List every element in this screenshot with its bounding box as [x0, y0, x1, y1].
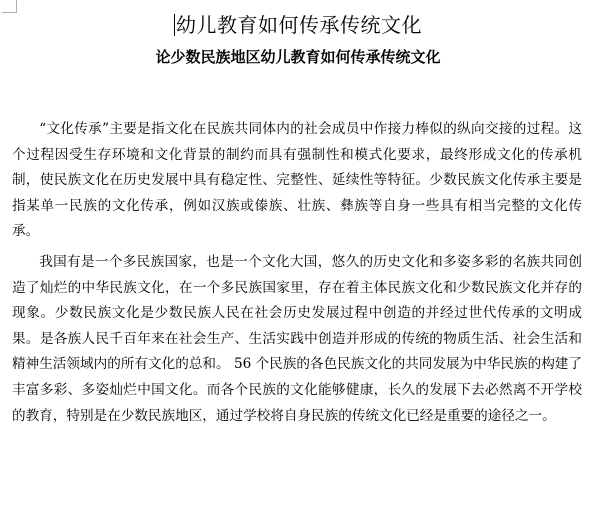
document-title-line: [0, 9, 596, 38]
paragraph-cultural-inheritance[interactable]: “文化传承”主要是指文化在民族共同体内的社会成员中作接力棒似的纵向交接的过程。这个过程因受生存环境和文化背景的制约而具有强制性和模式化要求，最终形成文化的传承机制，使民族文化在历史发展中具有稳定性、完整性、延续性等特征。少数民族文化传承主要是指某单一民族的文化传承，例如汉族或傣族、壮族、彝族等自身一些具有相当完整的文化传承。: [12, 121, 582, 240]
document-body: [12, 117, 582, 434]
document-title[interactable]: 幼儿教育如何传承传统文化: [176, 13, 422, 37]
text-cursor: [174, 14, 175, 36]
document-subtitle[interactable]: 论少数民族地区幼儿教育如何传承传统文化: [155, 48, 441, 66]
paragraph-multi-ethnic-nation[interactable]: 我国有是一个多民族国家，也是一个文化大国，悠久的历史文化和多姿多彩的名族共同创造了灿烂的中华民族文化，在一个多民族国家里，存在着主体民族文化和少数民族文化并存的现象。少数民族文化是少数民族人民在社会历史发展过程中创造的并经过世代传承的文明成果。是各族人民千百年来在社会生产、生活实践中创造并形成的传统的物质生活、社会生活和精神生活领域内的所有文化的总和。 56 个民族的各色民族文化的共同发展为中华民族的构建了丰富多彩、多姿灿烂中国文化。而各个民族的文化能够健康，长久的发展下去必然离不开学校的教育，特别是在少数民族地区，通过学校将自身民族的传统文化已经是重要的途径之一。: [12, 253, 582, 424]
